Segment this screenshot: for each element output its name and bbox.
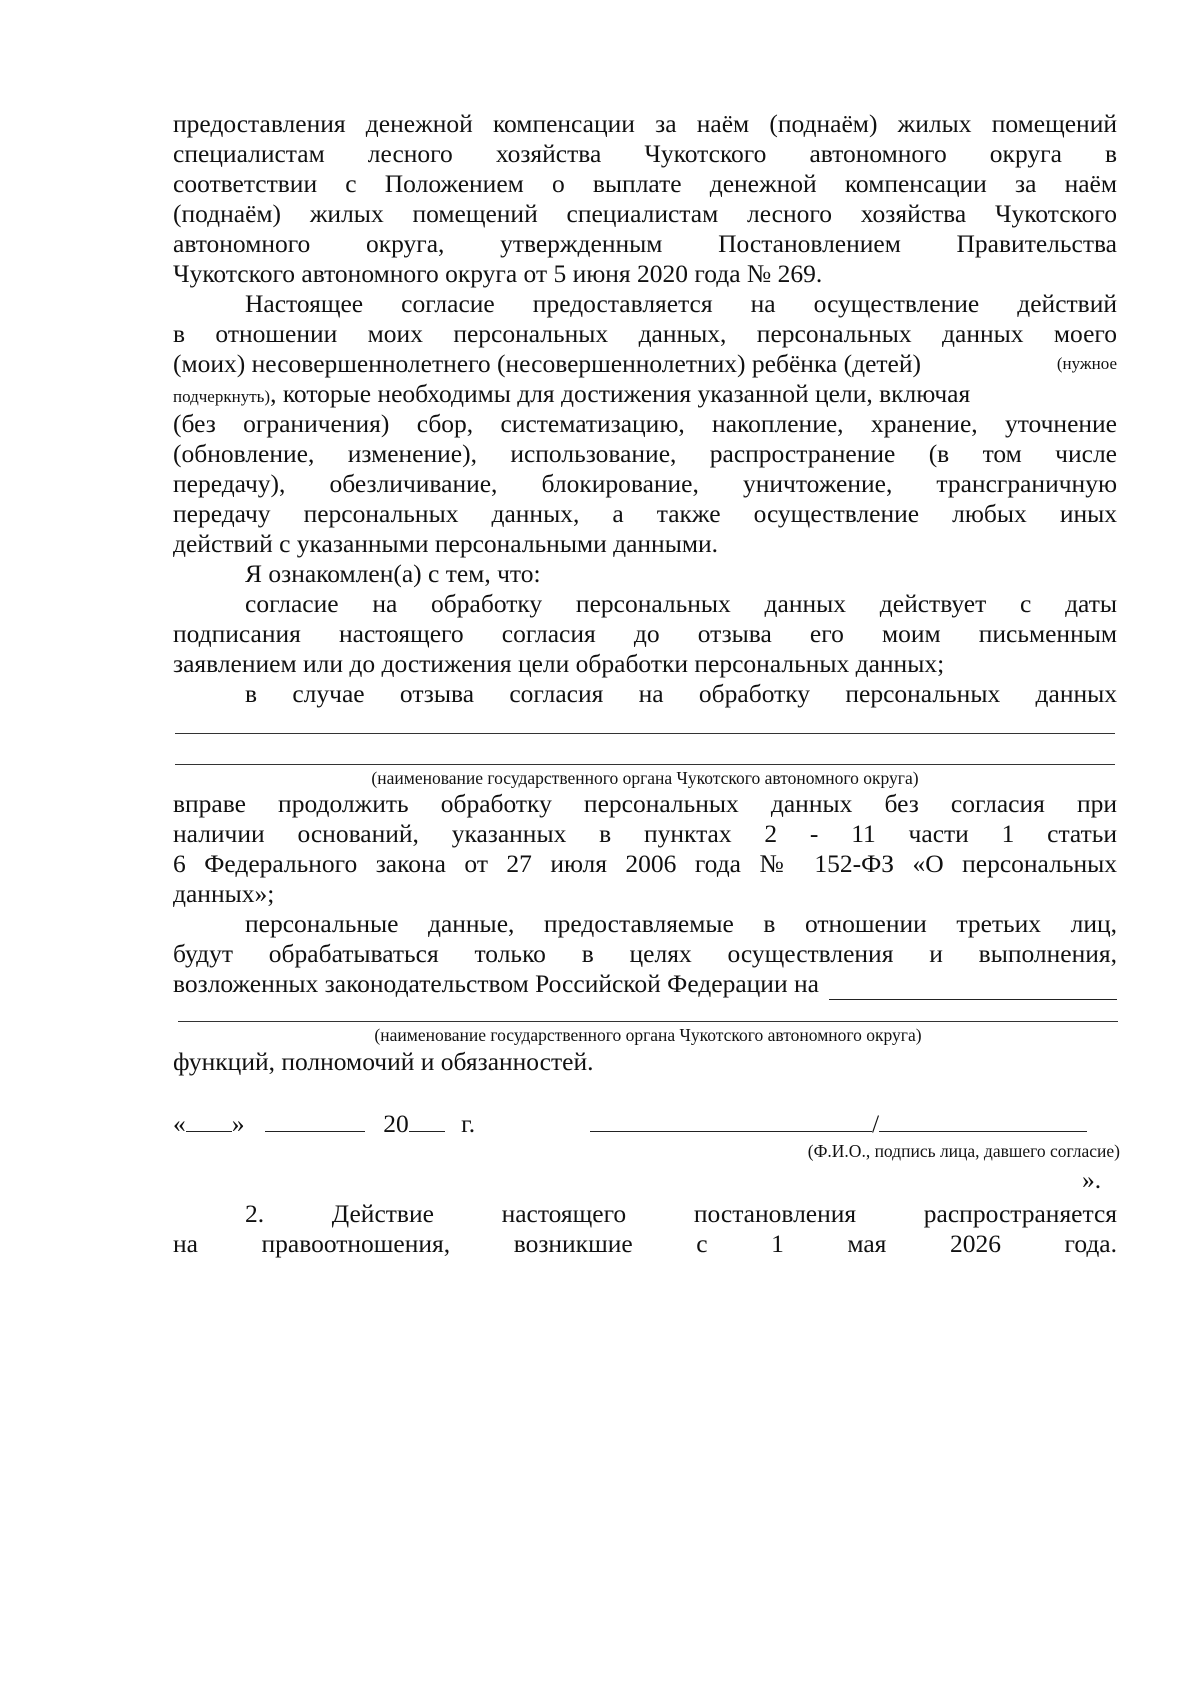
end-mark: ». <box>1082 1165 1102 1194</box>
paragraph-text: возложенных законодательством Российской Федерации на <box>173 969 819 998</box>
paragraph-line: в отношении моих персональных данных, персональных данных моего <box>173 319 1117 348</box>
year-suffix: г. <box>461 1109 476 1138</box>
paragraph-line: 6 Федерального закона от 27 июля 2006 года № 152-ФЗ «О персональных <box>173 849 1117 878</box>
paragraph-text: (моих) несовершеннолетнего (несовершеннолетних) ребёнка (детей) <box>173 349 921 378</box>
paragraph-line: Чукотского автономного округа от 5 июня 2020 года № 269. <box>173 259 823 288</box>
paragraph-line: согласие на обработку персональных данных действует с даты <box>245 589 1117 618</box>
paragraph-line: передачу персональных данных, а также осуществление любых иных <box>173 499 1117 528</box>
day-blank <box>186 1109 232 1132</box>
paragraph-line: соответствии с Положением о выплате денежной компенсации за наём <box>173 169 1117 198</box>
paragraph-line: вправе продолжить обработку персональных данных без согласия при <box>173 789 1117 818</box>
blank-line <box>178 1021 1118 1022</box>
paragraph-line: предоставления денежной компенсации за наём (поднаём) жилых помещений <box>173 109 1117 138</box>
note-text: подчеркнуть) <box>173 387 271 406</box>
paragraph-line <box>173 348 1117 380</box>
year-blank <box>409 1109 445 1132</box>
paragraph-line <box>173 968 1117 1000</box>
field-caption: (наименование государственного органа Чукотского автономного округа) <box>371 768 919 788</box>
paragraph-line: наличии оснований, указанных в пунктах 2 - 11 части 1 статьи <box>173 819 1117 848</box>
acknowledge-line: Я ознакомлен(а) с тем, что: <box>245 559 541 588</box>
signature-blank <box>879 1109 1087 1132</box>
paragraph-line: (обновление, изменение), использование, распространение (в том числе <box>173 439 1117 468</box>
paragraph-line: действий с указанными персональными данными. <box>173 529 718 558</box>
month-blank <box>265 1109 365 1132</box>
paragraph-line: (без ограничения) сбор, систематизацию, накопление, хранение, уточнение <box>173 409 1117 438</box>
date-field <box>173 1108 475 1140</box>
close-quote: » <box>231 1109 245 1138</box>
paragraph-line: в случае отзыва согласия на обработку персональных данных <box>245 679 1117 708</box>
paragraph-line: на правоотношения, возникшие с 1 мая 2026 года. <box>173 1229 1117 1258</box>
signature-field <box>590 1108 1087 1140</box>
paragraph-line: автономного округа, утвержденным Постановлением Правительства <box>173 229 1117 258</box>
paragraph-line: будут обрабатываться только в целях осуществления и выполнения, <box>173 939 1117 968</box>
paragraph-line: заявлением или до достижения цели обработки персональных данных; <box>173 649 945 678</box>
blank-line <box>175 764 1115 765</box>
year-prefix: 20 <box>383 1109 409 1138</box>
slash: / <box>872 1109 880 1138</box>
blank-line <box>175 733 1115 734</box>
paragraph-line: 2. Действие настоящего постановления распространяется <box>245 1199 1117 1228</box>
field-caption: (наименование государственного органа Чукотского автономного округа) <box>374 1025 922 1045</box>
paragraph-line: персональные данные, предоставляемые в отношении третьих лиц, <box>245 909 1117 938</box>
paragraph-line: функций, полномочий и обязанностей. <box>173 1047 594 1076</box>
paragraph-line: специалистам лесного хозяйства Чукотского автономного округа в <box>173 139 1117 168</box>
open-quote: « <box>173 1109 186 1138</box>
paragraph-line: Настоящее согласие предоставляется на осуществление действий <box>245 289 1117 318</box>
paragraph-text: , которые необходимы для достижения указанной цели, включая <box>270 379 971 408</box>
paragraph-line: (поднаём) жилых помещений специалистам лесного хозяйства Чукотского <box>173 199 1117 228</box>
paragraph-line: подписания настоящего согласия до отзыва его моим письменным <box>173 619 1117 648</box>
paragraph-line: данных»; <box>173 879 275 908</box>
note-text: (нужное <box>1056 354 1117 373</box>
paragraph-line: передачу), обезличивание, блокирование, уничтожение, трансграничную <box>173 469 1117 498</box>
name-blank <box>590 1109 872 1132</box>
signature-caption: (Ф.И.О., подпись лица, давшего согласие) <box>807 1141 1120 1161</box>
blank-line <box>829 975 1117 1000</box>
